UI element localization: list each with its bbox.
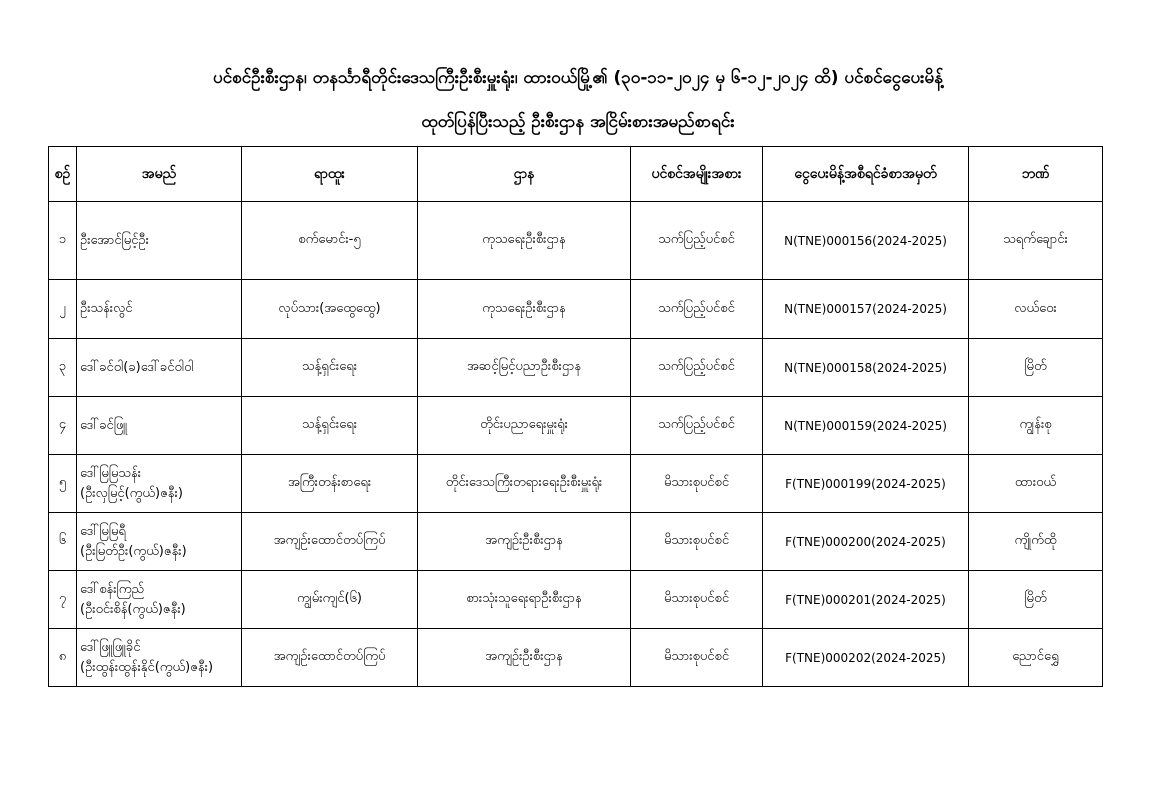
cell-department: အကျဉ်းဦးစီးဌာန bbox=[418, 513, 631, 571]
cell-bank: သရက်ချောင်း bbox=[969, 202, 1103, 280]
spouse-note: (ဦးမြတ်ဦး(ကွယ်)ဇနီး) bbox=[80, 543, 187, 559]
header-pension-type: ပင်စင်အမျိုးအစား bbox=[631, 147, 763, 202]
cell-license-no: N(TNE)000158(2024-2025) bbox=[763, 339, 969, 397]
cell-rank: သန့်ရှင်းရေး bbox=[242, 397, 418, 455]
table-row bbox=[49, 339, 1103, 397]
name-line: ဦးသန်းလွင် bbox=[80, 301, 133, 316]
name-line: ဒေါ်ဖြူဖြူခိုင် bbox=[80, 639, 141, 655]
cell-rank: စက်မောင်း-၅ bbox=[242, 202, 418, 280]
cell-rank: အကျဉ်းထောင်တပ်ကြပ် bbox=[242, 629, 418, 687]
cell-department: အဆင့်မြင့်ပညာဦးစီးဌာန bbox=[418, 339, 631, 397]
cell-department: ကုသရေးဦးစီးဌာန bbox=[418, 280, 631, 339]
cell-pension-type: မိသားစုပင်စင် bbox=[631, 629, 763, 687]
cell-pension-type: သက်ပြည့်ပင်စင် bbox=[631, 202, 763, 280]
cell-license-no: F(TNE)000199(2024-2025) bbox=[763, 455, 969, 513]
table-row bbox=[49, 571, 1103, 629]
name-line: ဒေါ်မြမြသန်း bbox=[80, 465, 142, 481]
name-line: ဒေါ်မြမြရီ bbox=[80, 523, 126, 539]
cell-pension-type: မိသားစုပင်စင် bbox=[631, 455, 763, 513]
cell-department: စားသုံးသူရေးရာဦးစီးဌာန bbox=[418, 571, 631, 629]
name-line: ဒေါ်ခင်ဖြူ bbox=[80, 417, 128, 433]
header-serial-no: စဉ် bbox=[49, 147, 77, 202]
cell-bank: ကျွန်းစု bbox=[969, 397, 1103, 455]
cell-bank: ညောင်ရွှေ bbox=[969, 629, 1103, 687]
header-rank: ရာထူး bbox=[242, 147, 418, 202]
name-line: ဒေါ်ခင်ဝါ(ခ)ဒေါ်ခင်ဝါဝါ bbox=[80, 359, 194, 375]
name-line: ဦးအောင်မြင့်ဦး bbox=[80, 232, 149, 248]
table-row bbox=[49, 629, 1103, 687]
header-name: အမည် bbox=[77, 147, 242, 202]
cell-department: အကျဉ်းဦးစီးဌာန bbox=[418, 629, 631, 687]
table-row bbox=[49, 202, 1103, 280]
document-title: ပင်စင်ဦးစီးဌာန၊ တနင်္သာရီတိုင်းဒေသကြီးဦးစီးမှူးရုံး၊ ထားဝယ်မြို့၏ (၃၀-၁၁-၂၀၂၄ မှ ၆-၁၂-၂၀၂၄ ထိ) ပင်စင်ငွေပေးမိန့် bbox=[213, 68, 943, 88]
header-bank: ဘဏ် bbox=[969, 147, 1103, 202]
cell-pension-type: မိသားစုပင်စင် bbox=[631, 513, 763, 571]
spouse-note: (ဦးလှမြင့်(ကွယ်)ဇနီး) bbox=[80, 485, 183, 501]
spouse-note: (ဦးဝင်းစိန်(ကွယ်)ဇနီး) bbox=[80, 601, 186, 617]
cell-serial-no: ၇ bbox=[49, 571, 77, 629]
cell-name bbox=[77, 202, 242, 280]
cell-bank: ကျိုက်ထို bbox=[969, 513, 1103, 571]
cell-pension-type: သက်ပြည့်ပင်စင် bbox=[631, 397, 763, 455]
cell-name bbox=[77, 629, 242, 687]
cell-license-no: N(TNE)000159(2024-2025) bbox=[763, 397, 969, 455]
cell-serial-no: ၆ bbox=[49, 513, 77, 571]
cell-rank: ကျွမ်းကျင်(၆) bbox=[242, 571, 418, 629]
table-row bbox=[49, 397, 1103, 455]
table-row bbox=[49, 513, 1103, 571]
cell-license-no: N(TNE)000156(2024-2025) bbox=[763, 202, 969, 280]
cell-name bbox=[77, 280, 242, 339]
cell-bank: မြိတ် bbox=[969, 571, 1103, 629]
cell-license-no: F(TNE)000201(2024-2025) bbox=[763, 571, 969, 629]
cell-name bbox=[77, 339, 242, 397]
cell-pension-type: သက်ပြည့်ပင်စင် bbox=[631, 339, 763, 397]
cell-name bbox=[77, 513, 242, 571]
cell-serial-no: ၄ bbox=[49, 397, 77, 455]
cell-name bbox=[77, 571, 242, 629]
pensioner-table bbox=[48, 146, 1103, 687]
cell-rank: လုပ်သား(အထွေထွေ) bbox=[242, 280, 418, 339]
cell-name bbox=[77, 455, 242, 513]
cell-bank: ထားဝယ် bbox=[969, 455, 1103, 513]
cell-serial-no: ၅ bbox=[49, 455, 77, 513]
document-subtitle: ထုတ်ပြန်ပြီးသည့် ဦးစီးဌာန အငြိမ်းစားအမည်စာရင်း bbox=[421, 112, 735, 132]
cell-license-no: N(TNE)000157(2024-2025) bbox=[763, 280, 969, 339]
table-row bbox=[49, 280, 1103, 339]
cell-serial-no: ၈ bbox=[49, 629, 77, 687]
cell-name bbox=[77, 397, 242, 455]
cell-department: တိုင်းဒေသကြီးတရားရေးဦးစီးမှူးရုံး bbox=[418, 455, 631, 513]
cell-rank: အကျဉ်းထောင်တပ်ကြပ် bbox=[242, 513, 418, 571]
cell-department: တိုင်းပညာရေးမှူးရုံး bbox=[418, 397, 631, 455]
cell-license-no: F(TNE)000202(2024-2025) bbox=[763, 629, 969, 687]
table-header-row bbox=[49, 147, 1103, 202]
header-department: ဌာန bbox=[418, 147, 631, 202]
cell-license-no: F(TNE)000200(2024-2025) bbox=[763, 513, 969, 571]
cell-rank: သန့်ရှင်းရေး bbox=[242, 339, 418, 397]
cell-bank: မြိတ် bbox=[969, 339, 1103, 397]
cell-serial-no: ၂ bbox=[49, 280, 77, 339]
cell-pension-type: သက်ပြည့်ပင်စင် bbox=[631, 280, 763, 339]
table-row bbox=[49, 455, 1103, 513]
name-line: ဒေါ်စန်းကြည် bbox=[80, 581, 145, 597]
cell-rank: အကြီးတန်းစာရေး bbox=[242, 455, 418, 513]
header-license-no: ငွေပေးမိန့်အစီရင်ခံစာအမှတ် bbox=[763, 147, 969, 202]
cell-serial-no: ၃ bbox=[49, 339, 77, 397]
cell-serial-no: ၁ bbox=[49, 202, 77, 280]
cell-pension-type: မိသားစုပင်စင် bbox=[631, 571, 763, 629]
cell-bank: လယ်ဝေး bbox=[969, 280, 1103, 339]
cell-department: ကုသရေးဦးစီးဌာန bbox=[418, 202, 631, 280]
spouse-note: (ဦးထွန်းထွန်းနိုင်(ကွယ်)ဇနီး) bbox=[80, 659, 214, 675]
